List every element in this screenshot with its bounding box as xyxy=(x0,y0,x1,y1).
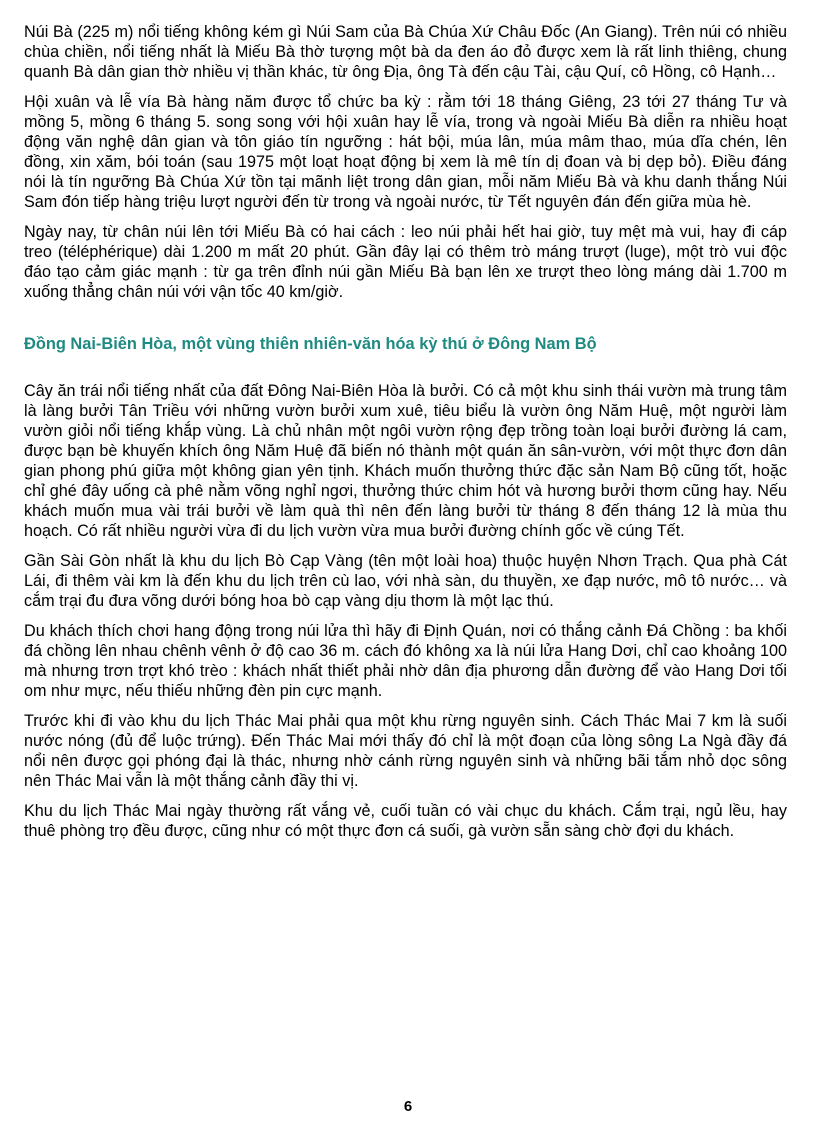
page-number: 6 xyxy=(403,1098,413,1115)
section-paragraph-5: Khu du lịch Thác Mai ngày thường rất vắng vẻ, cuối tuần có vài chục du khách. Cắm trại, ngủ lều, hay thuê phòng trọ đều được, cũng như có một thực đơn cá suối, gà vườn sẵn sàng chờ đợi du khách. xyxy=(24,802,787,840)
intro-paragraph-1: Núi Bà (225 m) nổi tiếng không kém gì Núi Sam của Bà Chúa Xứ Châu Đốc (An Giang). Trên núi có nhiều chùa chiền, nổi tiếng nhất là Miếu Bà thờ tượng một bà da đen áo đỏ được xem là rất linh thiêng, chung quanh Bà dân gian thờ nhiều vị thần khác, từ ông Địa, ông Tà đến cậu Tài, cậu Quí, cô Hồng, cô Hạnh… xyxy=(24,23,787,81)
section-paragraph-3: Du khách thích chơi hang động trong núi lửa thì hãy đi Định Quán, nơi có thắng cảnh Đá Chồng : ba khối đá chồng lên nhau chênh vênh ở độ cao 36 m. cách đó không xa là núi lửa Hang Dơi, chỉ cao khoảng 100 mà nhưng trơn trợt khó trèo : khách nhất thiết phải nhờ dân địa phương dẫn đường để vào Hang Dơi tối om như mực, nếu thiếu những đèn pin cực mạnh. xyxy=(24,622,787,700)
section-heading: Đồng Nai-Biên Hòa, một vùng thiên nhiên-văn hóa kỳ thú ở Đông Nam Bộ xyxy=(24,335,597,353)
section-paragraph-4: Trước khi đi vào khu du lịch Thác Mai phải qua một khu rừng nguyên sinh. Cách Thác Mai 7 km là suối nước nóng (đủ để luộc trứng). Đến Thác Mai mới thấy đó chỉ là một đoạn của lòng sông La Ngà đầy đá nổi nên được gọi phóng đại là thác, nhưng nhờ cánh rừng nguyên sinh và những bãi tắm nhỏ dọc sông nên Thác Mai vẫn là một thắng cảnh đầy thi vị. xyxy=(24,712,787,790)
section-paragraph-1: Cây ăn trái nổi tiếng nhất của đất Đông Nai-Biên Hòa là bưởi. Có cả một khu sinh thái vườn mà trung tâm là làng bưởi Tân Triều với những vườn bưởi xum xuê, tiêu biểu là vườn ông Năm Huệ, một người làm vườn giỏi nổi tiếng khắp vùng. Là chủ nhân một ngôi vườn rộng đẹp trồng toàn loại bưởi đường lá cam, được bạn bè khuyến khích ông Năm Huệ đã biến nó thành một quán ăn sân-vườn, với một thực đơn dân gian phong phú giữa một không gian yên tịnh. Khách muốn thưởng thức đặc sản Nam Bộ cũng tốt, hoặc chỉ ghé đây uống cà phê nằm võng nghỉ ngơi, thưởng thức chim hót và hương bưởi thơm cũng hay. Nếu khách muốn mua vài trái bưởi về làm quà thì nên đến làng bưởi từ tháng 8 đến tháng 12 là mùa thu hoạch. Có rất nhiều người vừa đi du lịch vườn vừa mua bưởi đường chính gốc về cúng Tết. xyxy=(24,382,787,540)
intro-paragraph-3: Ngày nay, từ chân núi lên tới Miếu Bà có hai cách : leo núi phải hết hai giờ, tuy mệt mà vui, hay đi cáp treo (téléphérique) dài 1.200 m mất 20 phút. Gần đây lại có thêm trò máng trượt (luge), một trò vui độc đáo tạo cảm giác mạnh : từ ga trên đỉnh núi gần Miếu Bà bạn lên xe trượt theo lòng máng dài 1.700 m xuống thẳng chân núi với vận tốc 40 km/giờ. xyxy=(24,223,787,301)
section-paragraph-2: Gần Sài Gòn nhất là khu du lịch Bò Cạp Vàng (tên một loài hoa) thuộc huyện Nhơn Trạch. Qua phà Cát Lái, đi thêm vài km là đến khu du lịch trên cù lao, với nhà sàn, du thuyền, xe đạp nước, mô tô nước… và cắm trại đu đưa võng dưới bóng hoa bò cạp vàng dịu thơm là một lạc thú. xyxy=(24,552,787,610)
document-page xyxy=(24,22,787,841)
intro-paragraph-2: Hội xuân và lễ vía Bà hàng năm được tổ chức ba kỳ : rằm tới 18 tháng Giêng, 23 tới 27 tháng Tư và mồng 5, mồng 6 tháng 5. song song với hội xuân hay lễ vía, trong và ngoài Miếu Bà diễn ra nhiều hoạt động văn nghệ dân gian và tôn giáo tín ngưỡng : hát bội, múa lân, múa mâm thao, múa dĩa chén, lên đồng, xin xăm, bói toán (sau 1975 một loạt hoạt động bị xem là mê tín dị đoan và bị dẹp bỏ). Điều đáng nói là tín ngưỡng Bà Chúa Xứ tồn tại mãnh liệt trong dân gian, mỗi năm Miếu Bà và khu danh thắng Núi Sam đón tiếp hàng triệu lượt người đến từ trong và ngoài nước, từ Tết nguyên đán đến giữa mùa hè. xyxy=(24,93,787,211)
